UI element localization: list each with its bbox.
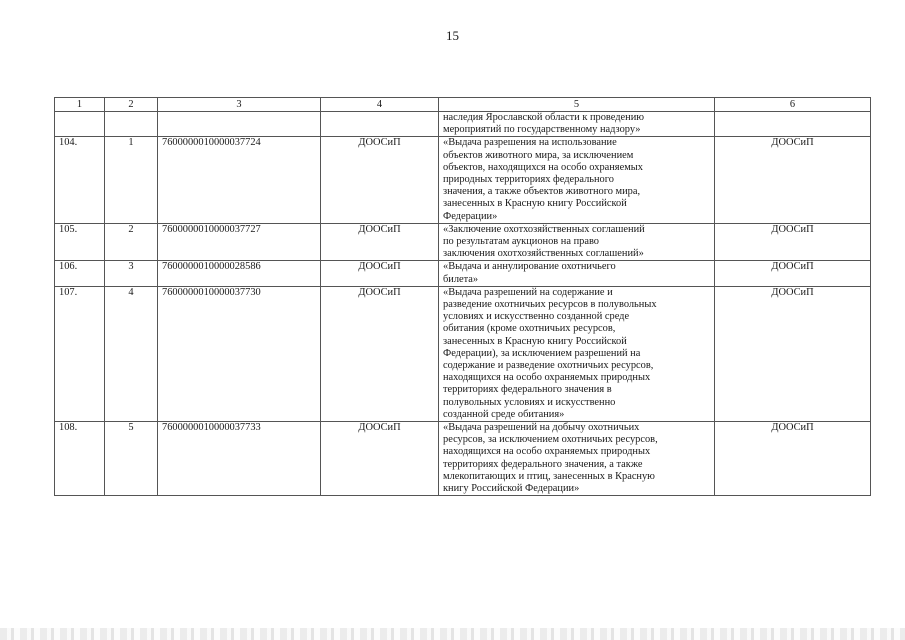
service-name-line: объектов, находящихся на особо охраняемых — [443, 161, 643, 173]
table-row — [55, 286, 871, 421]
organization-cell: ДООСиП — [321, 223, 439, 261]
organization-cell: ДООСиП — [321, 261, 439, 286]
service-name-line: территориях федерального значения, а также — [443, 458, 643, 470]
responsible-cell: ДООСиП — [715, 261, 871, 286]
service-name-cell — [439, 261, 715, 286]
sub-number-cell: 4 — [105, 286, 158, 421]
service-name-cell — [439, 112, 715, 137]
column-header: 4 — [321, 98, 439, 112]
scan-edge-artifact — [0, 628, 905, 640]
organization-cell: ДООСиП — [321, 422, 439, 496]
service-name-line: заключения охотхозяйственных соглашений» — [443, 248, 644, 260]
column-header: 5 — [439, 98, 715, 112]
service-name-line: Федерации), за исключением разрешений на — [443, 347, 641, 359]
page-number: 15 — [446, 28, 459, 43]
registry-code-cell: 7600000010000037730 — [158, 286, 321, 421]
responsible-cell: ДООСиП — [715, 422, 871, 496]
row-number-cell: 105. — [55, 223, 105, 261]
sub-number-cell: 3 — [105, 261, 158, 286]
registry-code-cell — [158, 112, 321, 137]
service-name-cell — [439, 223, 715, 261]
responsible-cell: ДООСиП — [715, 137, 871, 223]
services-table — [54, 97, 871, 496]
row-number-cell: 108. — [55, 422, 105, 496]
sub-number-cell: 5 — [105, 422, 158, 496]
responsible-cell: ДООСиП — [715, 286, 871, 421]
service-name-line: находящихся на особо охраняемых природных — [443, 372, 651, 384]
continuation-row — [55, 112, 871, 137]
service-name-line: «Выдача разрешений на содержание и — [443, 286, 613, 298]
registry-code-cell: 7600000010000037727 — [158, 223, 321, 261]
service-name-line: по результатам аукционов на право — [443, 236, 599, 248]
service-name-line: занесенных в Красную книгу Российской — [443, 198, 627, 210]
service-name-line: занесенных в Красную книгу Российской — [443, 335, 627, 347]
service-name-line: «Выдача и аннулирование охотничьего — [443, 261, 616, 273]
service-name-line: «Выдача разрешений на добычу охотничьих — [443, 422, 640, 434]
column-header: 1 — [55, 98, 105, 112]
table-row — [55, 137, 871, 223]
service-name-line: книгу Российской Федерации» — [443, 483, 580, 495]
service-name-line: объектов животного мира, за исключением — [443, 149, 634, 161]
row-number-cell: 106. — [55, 261, 105, 286]
service-name-line: созданной среде обитания» — [443, 408, 565, 420]
service-name-line: содержание и разведение охотничьих ресурсов, — [443, 360, 654, 372]
organization-cell: ДООСиП — [321, 286, 439, 421]
registry-code-cell: 7600000010000037733 — [158, 422, 321, 496]
service-name-line: билета» — [443, 273, 479, 285]
service-name-cell — [439, 137, 715, 223]
table-row — [55, 261, 871, 286]
table-header-row — [55, 98, 871, 112]
service-name-line: «Заключение охотхозяйственных соглашений — [443, 223, 645, 235]
column-header: 3 — [158, 98, 321, 112]
registry-code-cell: 7600000010000028586 — [158, 261, 321, 286]
service-name-cell — [439, 422, 715, 496]
service-name-line: млекопитающих и птиц, занесенных в Красную — [443, 470, 655, 482]
responsible-cell: ДООСиП — [715, 223, 871, 261]
sub-number-cell — [105, 112, 158, 137]
service-name-line: значения, а также объектов животного мира, — [443, 186, 641, 198]
service-name-line: полувольных условиях и искусственно — [443, 396, 616, 408]
service-name-line: ресурсов, за исключением охотничьих ресурсов, — [443, 434, 658, 446]
row-number-cell: 104. — [55, 137, 105, 223]
sub-number-cell: 1 — [105, 137, 158, 223]
row-number-cell — [55, 112, 105, 137]
table-row — [55, 223, 871, 261]
service-name-line: условиях и искусственно созданной среде — [443, 311, 630, 323]
service-name-cell — [439, 286, 715, 421]
service-name-line: «Выдача разрешения на использование — [443, 137, 617, 149]
column-header: 2 — [105, 98, 158, 112]
service-name-line: природных территориях федерального — [443, 174, 614, 186]
service-name-line: наследия Ярославской области к проведению — [443, 112, 645, 123]
service-name-line: находящихся на особо охраняемых природных — [443, 446, 651, 458]
table-row — [55, 422, 871, 496]
service-name-line: разведение охотничьих ресурсов в полувольных — [443, 299, 657, 311]
organization-cell: ДООСиП — [321, 137, 439, 223]
column-header: 6 — [715, 98, 871, 112]
responsible-cell — [715, 112, 871, 137]
service-name-line: Федерации» — [443, 210, 498, 222]
organization-cell — [321, 112, 439, 137]
service-name-line: территориях федерального значения в — [443, 384, 612, 396]
service-name-line: обитания (кроме охотничьих ресурсов, — [443, 323, 616, 335]
sub-number-cell: 2 — [105, 223, 158, 261]
service-name-line: мероприятий по государственному надзору» — [443, 124, 641, 136]
row-number-cell: 107. — [55, 286, 105, 421]
registry-code-cell: 7600000010000037724 — [158, 137, 321, 223]
